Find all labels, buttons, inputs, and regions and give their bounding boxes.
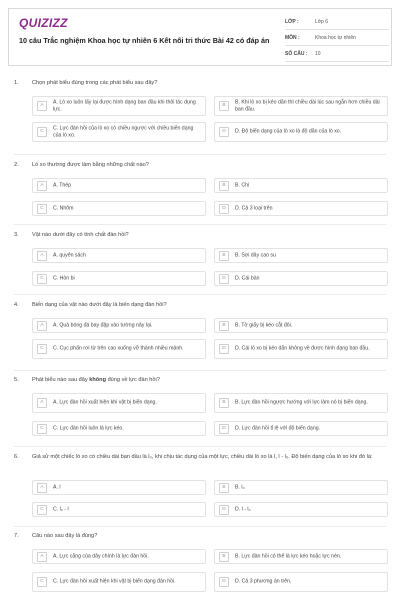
meta-row-subject xyxy=(285,30,389,46)
option-d[interactable] xyxy=(214,271,388,286)
option-text: C. Cục phấn rơi từ trên cao xuống vỡ thành nhiều mảnh. xyxy=(53,345,184,352)
question-number: 2. xyxy=(14,162,19,168)
meta-key: MÔN : xyxy=(285,34,300,41)
option-b[interactable] xyxy=(214,248,388,263)
option-c[interactable] xyxy=(32,339,206,359)
meta-value: Lớp 6 xyxy=(315,18,329,25)
option-letter: D xyxy=(219,344,229,354)
option-a[interactable] xyxy=(32,393,206,413)
meta-key: SỐ CÂU : xyxy=(285,50,308,57)
question-text: Vật nào dưới đây có tính chất đàn hồi? xyxy=(32,232,129,238)
question-number: 7. xyxy=(14,533,19,539)
option-letter: C xyxy=(37,577,47,587)
meta-row-count xyxy=(285,46,389,62)
option-letter: C xyxy=(37,344,47,354)
question-7 xyxy=(14,533,390,599)
question-divider xyxy=(14,370,386,371)
option-letter: B xyxy=(219,552,229,562)
option-text: C. Lực đàn hồi của lò xo có chiều ngược với chiều biến dạng của lò xo. xyxy=(53,125,194,138)
option-text: A. Lực căng của dây chính là lực đàn hồi. xyxy=(53,553,149,560)
option-letter: B xyxy=(219,181,229,191)
option-text: B. Tờ giấy bị kéo cắt đôi. xyxy=(235,322,293,329)
option-letter: B xyxy=(219,101,229,111)
option-letter: D xyxy=(219,127,229,137)
meta-key: LỚP : xyxy=(285,18,299,25)
question-1 xyxy=(14,80,390,150)
option-text: B. Lực đàn hồi có thể là lực kéo hoặc lực nén. xyxy=(235,553,342,560)
option-letter: D xyxy=(219,204,229,214)
option-b[interactable] xyxy=(214,480,388,495)
option-text: B. Lực đàn hồi ngược hướng với lực làm nó bị biến dạng. xyxy=(235,399,368,406)
option-text: A. Thép xyxy=(53,182,72,189)
option-a[interactable] xyxy=(32,480,206,495)
option-letter: D xyxy=(219,505,229,515)
option-b[interactable] xyxy=(214,393,388,413)
option-letter: A xyxy=(37,101,47,111)
meta-value: 10 xyxy=(315,50,321,57)
option-b[interactable] xyxy=(214,549,388,564)
option-text: A. Lò xo luôn lấy lại được hình dạng ban đầu khi thôi tác dụng lực. xyxy=(53,99,196,112)
question-text xyxy=(32,377,378,384)
question-divider xyxy=(14,526,386,527)
option-text: C. Lực đàn hồi luôn là lực kéo. xyxy=(53,425,124,432)
question-5 xyxy=(14,377,390,443)
option-letter: A xyxy=(37,251,47,261)
option-d[interactable] xyxy=(214,201,388,216)
question-number: 6. xyxy=(14,454,19,460)
option-b[interactable] xyxy=(214,96,388,116)
option-letter: A xyxy=(37,321,47,331)
question-text: Giả sử một chiếc lò xo có chiều dài ban đầu là l₀, khi chịu tác dụng của một lực, chiều dài lò xo là l, l - l₀. Độ biến dạng của lò xo khi đó là: xyxy=(32,454,373,460)
question-number: 3. xyxy=(14,232,19,238)
option-text: C. l₀ - l xyxy=(53,506,69,513)
option-text: D. Cái bàn xyxy=(235,275,260,282)
question-number: 1. xyxy=(14,80,19,86)
option-d[interactable] xyxy=(214,572,388,592)
option-b[interactable] xyxy=(214,318,388,333)
option-a[interactable] xyxy=(32,549,206,564)
option-d[interactable] xyxy=(214,502,388,517)
option-letter: A xyxy=(37,552,47,562)
option-letter: A xyxy=(37,181,47,191)
option-letter: B xyxy=(219,398,229,408)
question-text-part: đúng về lực đàn hồi? xyxy=(106,377,160,383)
option-text: D. l - l₀ xyxy=(235,506,251,513)
question-text: Lò xo thường được làm bằng những chất nào? xyxy=(32,162,149,168)
worksheet-title: 10 câu Trắc nghiệm Khoa học tự nhiên 6 Kết nối tri thức Bài 42 có đáp án xyxy=(19,36,270,45)
option-a[interactable] xyxy=(32,96,206,116)
question-text: Câu nào sau đây là đúng? xyxy=(32,533,98,539)
option-c[interactable] xyxy=(32,502,206,517)
option-c[interactable] xyxy=(32,122,206,142)
option-a[interactable] xyxy=(32,248,206,263)
option-letter: B xyxy=(219,251,229,261)
option-text: D. Cái lò xo bị kéo dãn không về được hình dạng ban đầu. xyxy=(235,345,370,352)
option-text: D. Cả 3 phương án trên. xyxy=(235,578,292,585)
option-text: C. Nhôm xyxy=(53,205,74,212)
option-d[interactable] xyxy=(214,421,388,436)
option-text: B. Sợi dây cao su xyxy=(235,252,276,259)
question-number: 5. xyxy=(14,377,19,383)
option-letter: D xyxy=(219,274,229,284)
question-2 xyxy=(14,162,390,220)
question-6 xyxy=(14,454,390,526)
question-divider xyxy=(14,446,386,447)
option-c[interactable] xyxy=(32,572,206,592)
option-text: A. Lực đàn hồi xuất hiện khi vật bị biến dạng. xyxy=(53,399,157,406)
option-text: D. Cả 3 loại trên xyxy=(235,205,273,212)
option-text: C. Lực đàn hồi xuất hiện khi vật bị biến dạng đàn hồi. xyxy=(53,578,176,585)
meta-value: Khoa học tự nhiên xyxy=(315,34,356,41)
option-c[interactable] xyxy=(32,271,206,286)
question-divider xyxy=(14,154,386,155)
question-number: 4. xyxy=(14,302,19,308)
option-letter: C xyxy=(37,127,47,137)
option-text: D. Độ biến dạng của lò xo là độ dãn của lò xo. xyxy=(235,128,342,135)
question-text: Chọn phát biểu đúng trong các phát biểu sau đây? xyxy=(32,80,158,86)
option-letter: A xyxy=(37,483,47,493)
option-text: A. Quả bóng đá bay đập vào tường nảy lại. xyxy=(53,322,153,329)
option-letter: D xyxy=(219,424,229,434)
question-4 xyxy=(14,302,390,368)
option-c[interactable] xyxy=(32,421,206,436)
option-text: A. quyển sách xyxy=(53,252,86,259)
option-text: B. l₀ xyxy=(235,484,245,491)
question-divider xyxy=(14,294,386,295)
quizizz-logo: QUIZIZZ xyxy=(19,16,68,30)
worksheet-header xyxy=(8,8,392,66)
option-letter: A xyxy=(37,398,47,408)
option-d[interactable] xyxy=(214,122,388,142)
option-text: C. Hòn bi xyxy=(53,275,75,282)
question-text-emphasis: không xyxy=(89,377,107,383)
meta-row-class xyxy=(285,14,389,30)
option-c[interactable] xyxy=(32,201,206,216)
option-letter: D xyxy=(219,577,229,587)
option-a[interactable] xyxy=(32,318,206,333)
option-letter: B xyxy=(219,321,229,331)
question-divider xyxy=(14,224,386,225)
option-letter: C xyxy=(37,424,47,434)
worksheet-meta xyxy=(285,14,389,62)
option-text: B. Chì xyxy=(235,182,250,189)
option-letter: C xyxy=(37,274,47,284)
question-3 xyxy=(14,232,390,290)
option-d[interactable] xyxy=(214,339,388,359)
option-b[interactable] xyxy=(214,178,388,193)
option-text: D. Lực đàn hồi tỉ lệ với độ biến dạng. xyxy=(235,425,321,432)
option-letter: C xyxy=(37,505,47,515)
question-text-part: Phát biểu nào sau đây xyxy=(32,377,90,383)
option-text: B. Khi lò xo bị kéo dãn thì chiều dài lúc sau ngắn hơn chiều dài ban đầu. xyxy=(235,99,380,112)
question-text: Biến dạng của vật nào dưới đây là biến dạng đàn hồi? xyxy=(32,302,167,308)
option-text: A. l xyxy=(53,484,61,491)
option-letter: C xyxy=(37,204,47,214)
option-a[interactable] xyxy=(32,178,206,193)
option-letter: B xyxy=(219,483,229,493)
